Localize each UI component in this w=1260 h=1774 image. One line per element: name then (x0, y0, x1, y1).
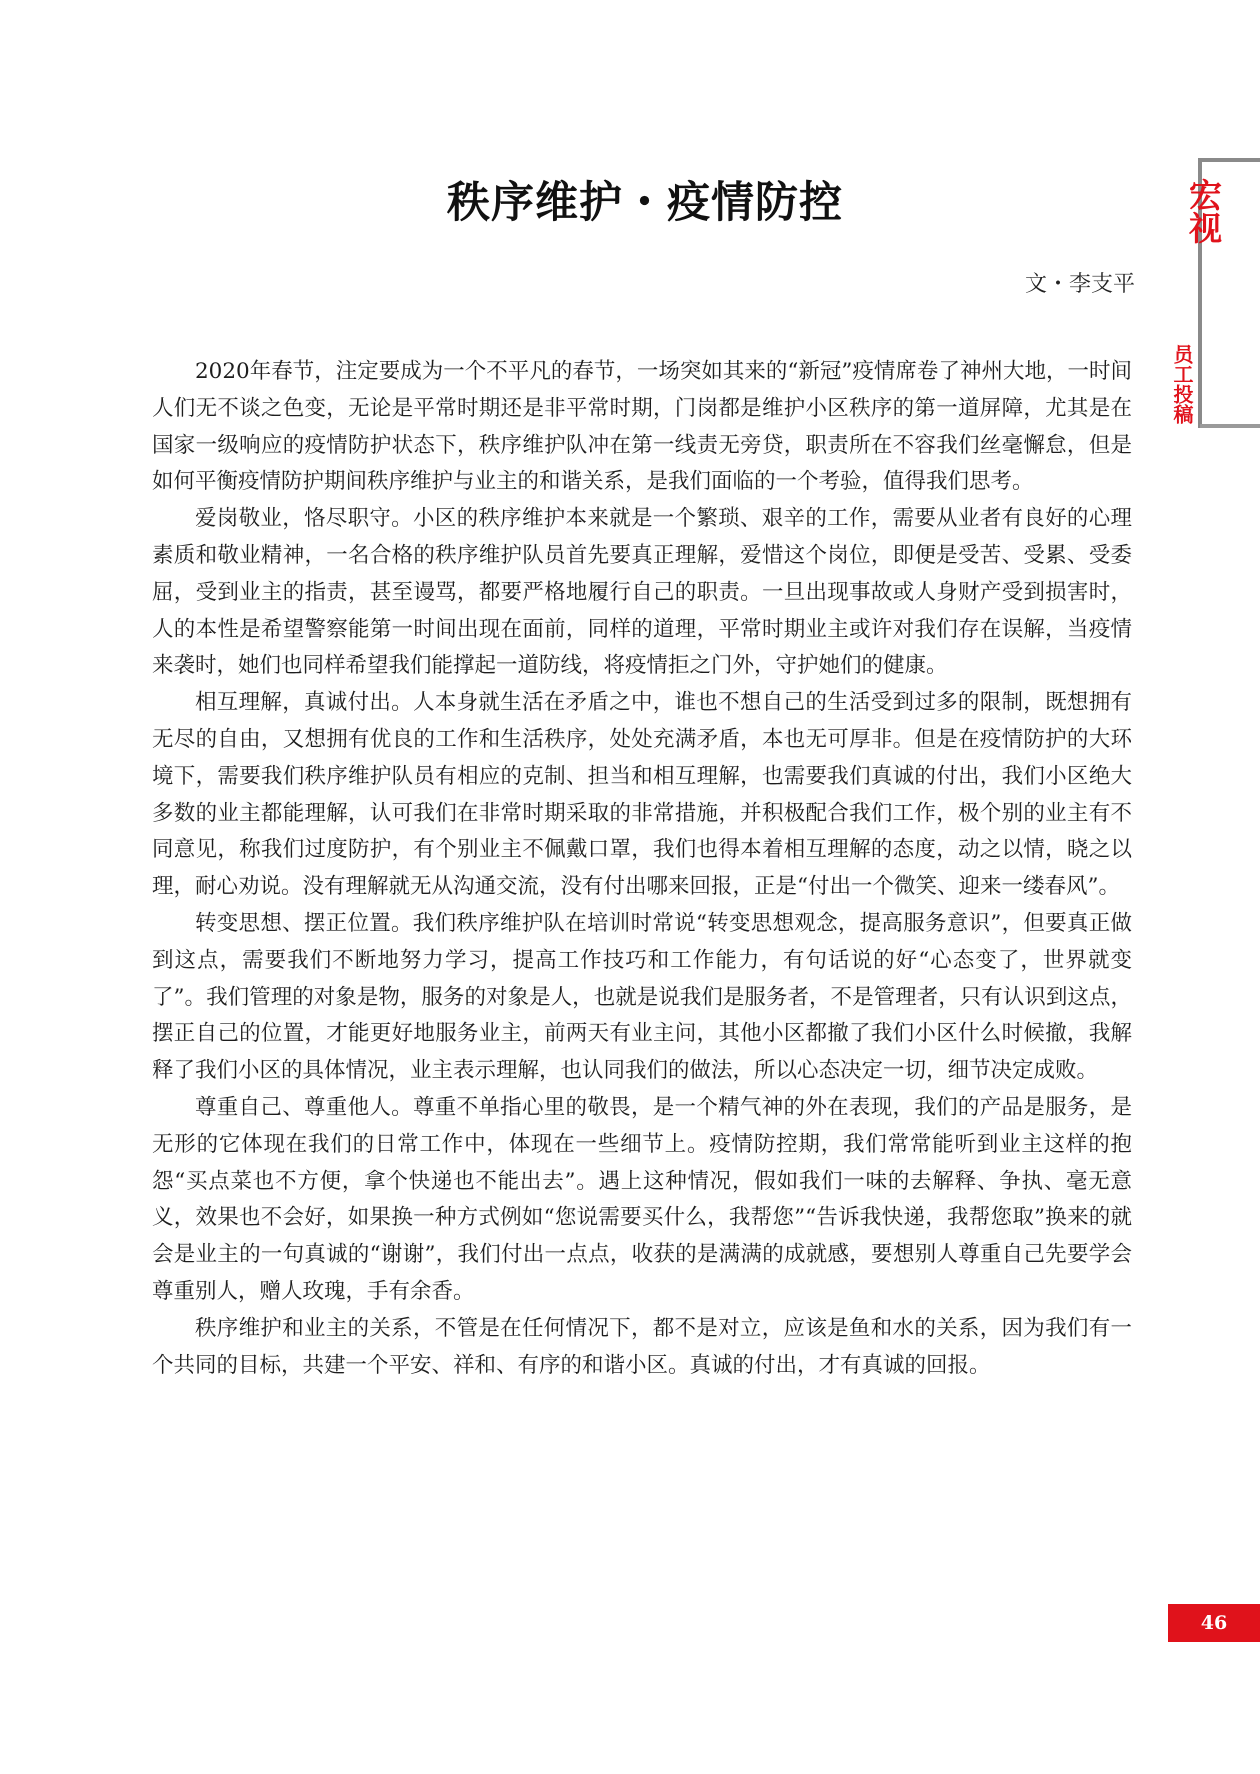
section-tab-divider (1200, 424, 1260, 428)
section-subtitle: 员工投稿 (1170, 344, 1194, 424)
paragraph: 尊重自己、尊重他人。尊重不单指心里的敬畏，是一个精气神的外在表现，我们的产品是服务，是无形的它体现在我们的日常工作中，体现在一些细节上。疫情防控期，我们常常能听到业主这样的抱怨“买点菜也不方便，拿个快递也不能出去”。遇上这种情况，假如我们一味的去解释、争执、毫无意义，效果也不会好，如果换一种方式例如“您说需要买什么，我帮您”“告诉我快递，我帮您取”换来的就会是业主的一句真诚的“谢谢”，我们付出一点点，收获的是满满的成就感，要想别人尊重自己先要学会尊重别人，赠人玫瑰，手有余香。 (152, 1094, 1132, 1304)
section-title: 宏视 (1184, 178, 1223, 244)
article-body (152, 354, 1132, 1384)
paragraph: 相互理解，真诚付出。人本身就生活在矛盾之中，谁也不想自己的生活受到过多的限制，既想拥有无尽的自由，又想拥有优良的工作和生活秩序，处处充满矛盾，本也无可厚非。但是在疫情防护的大环境下，需要我们秩序维护队员有相应的克制、担当和相互理解，也需要我们真诚的付出，我们小区绝大多数的业主都能理解，认可我们在非常时期采取的非常措施，并积极配合我们工作，极个别的业主有不同意见，称我们过度防护，有个别业主不佩戴口罩，我们也得本着相互理解的态度，动之以情，晓之以理，耐心劝说。没有理解就无从沟通交流，没有付出哪来回报，正是“付出一个微笑、迎来一缕春风”。 (152, 690, 1132, 900)
paragraph: 爱岗敬业，恪尽职守。小区的秩序维护本来就是一个繁琐、艰辛的工作，需要从业者有良好的心理素质和敬业精神，一名合格的秩序维护队员首先要真正理解，爱惜这个岗位，即便是受苦、受累、受委屈，受到业主的指责，甚至谩骂，都要严格地履行自己的职责。一旦出现事故或人身财产受到损害时，人的本性是希望警察能第一时间出现在面前，同样的道理，平常时期业主或许对我们存在误解，当疫情来袭时，她们也同样希望我们能撑起一道防线，将疫情拒之门外，守护她们的健康。 (152, 506, 1132, 679)
article-title: 秩序维护・疫情防控 (447, 178, 843, 228)
page-number: 46 (1168, 1604, 1260, 1642)
paragraph: 转变思想、摆正位置。我们秩序维护队在培训时常说“转变思想观念，提高服务意识”，但要真正做到这点，需要我们不断地努力学习，提高工作技巧和工作能力，有句话说的好“心态变了，世界就变了”。我们管理的对象是物，服务的对象是人，也就是说我们是服务者，不是管理者，只有认识到这点，摆正自己的位置，才能更好地服务业主，前两天有业主问，其他小区都撤了我们小区什么时候撤，我解释了我们小区的具体情况，业主表示理解，也认同我们的做法，所以心态决定一切，细节决定成败。 (152, 910, 1132, 1084)
article-byline: 文・李支平 (1024, 272, 1135, 297)
paragraph: 秩序维护和业主的关系，不管是在任何情况下，都不是对立，应该是鱼和水的关系，因为我们有一个共同的目标，共建一个平安、祥和、有序的和谐小区。真诚的付出，才有真诚的回报。 (152, 1315, 1132, 1378)
paragraph: 2020年春节，注定要成为一个不平凡的春节，一场突如其来的“新冠”疫情席卷了神州大地，一时间人们无不谈之色变，无论是平常时期还是非平常时期，门岗都是维护小区秩序的第一道屏障，尤其是在国家一级响应的疫情防护状态下，秩序维护队冲在第一线责无旁贷，职责所在不容我们丝毫懈怠，但是如何平衡疫情防护期间秩序维护与业主的和谐关系，是我们面临的一个考验，值得我们思考。 (152, 359, 1132, 495)
